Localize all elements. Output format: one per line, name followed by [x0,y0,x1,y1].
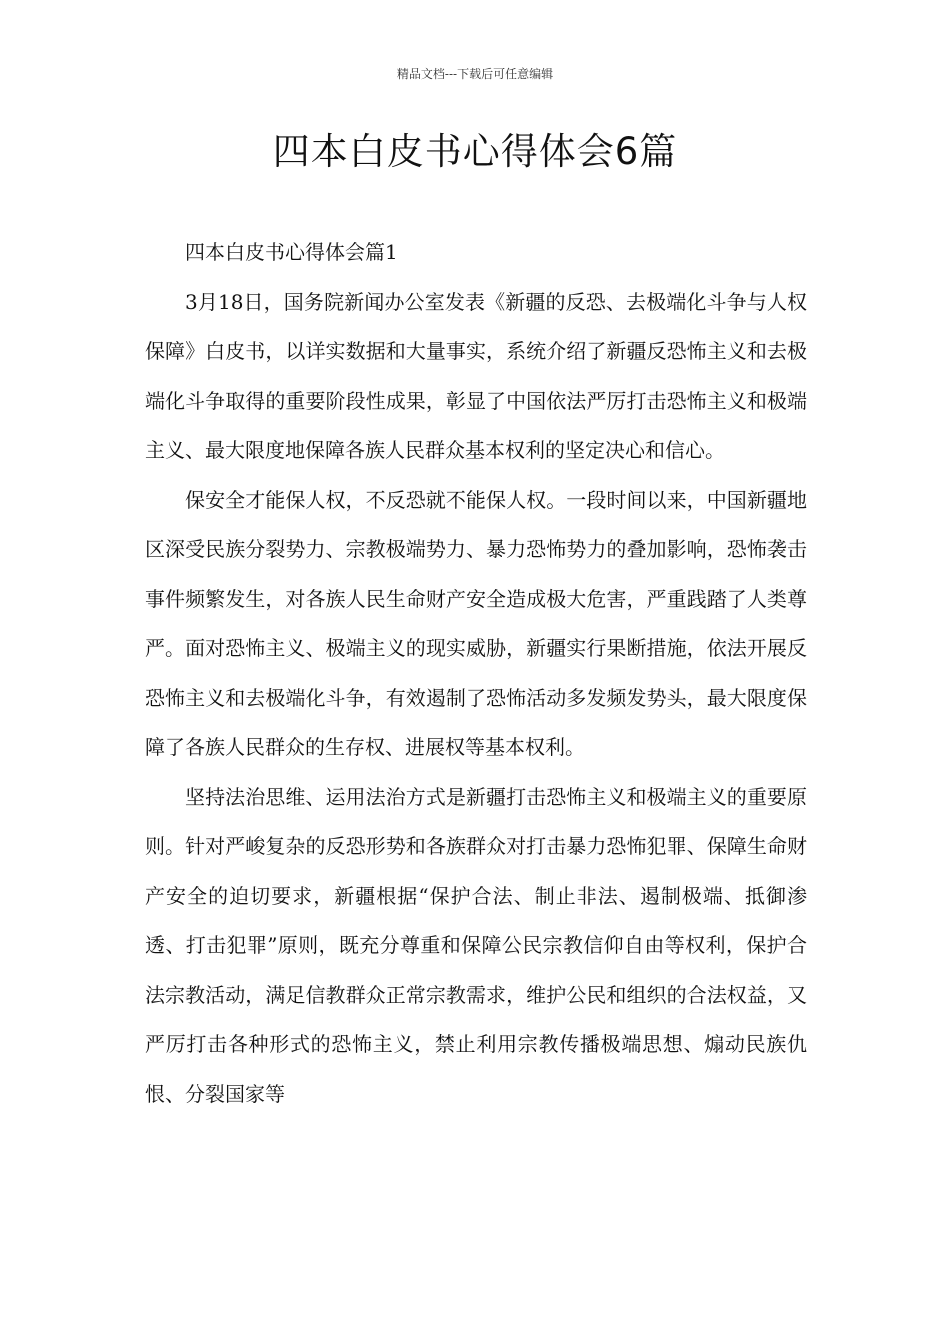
paragraph: 坚持法治思维、运用法治方式是新疆打击恐怖主义和极端主义的重要原则。针对严峻复杂的反恐形势和各族群众对打击暴力恐怖犯罪、保障生命财产安全的迫切要求，新疆根据“保护合法、制止非法、遏制极端、抵御渗透、打击犯罪”原则，既充分尊重和保障公民宗教信仰自由等权利，保护合法宗教活动，满足信教群众正常宗教需求，维护公民和组织的合法权益，又严厉打击各种形式的恐怖主义，禁止利用宗教传播极端思想、煽动民族仇恨、分裂国家等 [145,784,807,1106]
paragraph: 保安全才能保人权，不反恐就不能保人权。一段时间以来，中国新疆地区深受民族分裂势力、宗教极端势力、暴力恐怖势力的叠加影响，恐怖袭击事件频繁发生，对各族人民生命财产安全造成极大危害，严重践踏了人类尊严。面对恐怖主义、极端主义的现实威胁，新疆实行果断措施，依法开展反恐怖主义和去极端化斗争，有效遏制了恐怖活动多发频发势头，最大限度保障了各族人民群众的生存权、进展权等基本权利。 [145,487,807,759]
section-heading: 四本白皮书心得体会篇1 [185,240,398,264]
document-title: 四本白皮书心得体会6篇 [272,130,678,173]
document-body [145,228,807,1119]
paragraph: 3月18日，国务院新闻办公室发表《新疆的反恐、去极端化斗争与人权保障》白皮书，以详实数据和大量事实，系统介绍了新疆反恐怖主义和去极端化斗争取得的重要阶段性成果，彰显了中国依法严厉打击恐怖主义和极端主义、最大限度地保障各族人民群众基本权利的坚定决心和信心。 [145,289,807,462]
header-note: 精品文档---下载后可任意编辑 [396,67,554,81]
